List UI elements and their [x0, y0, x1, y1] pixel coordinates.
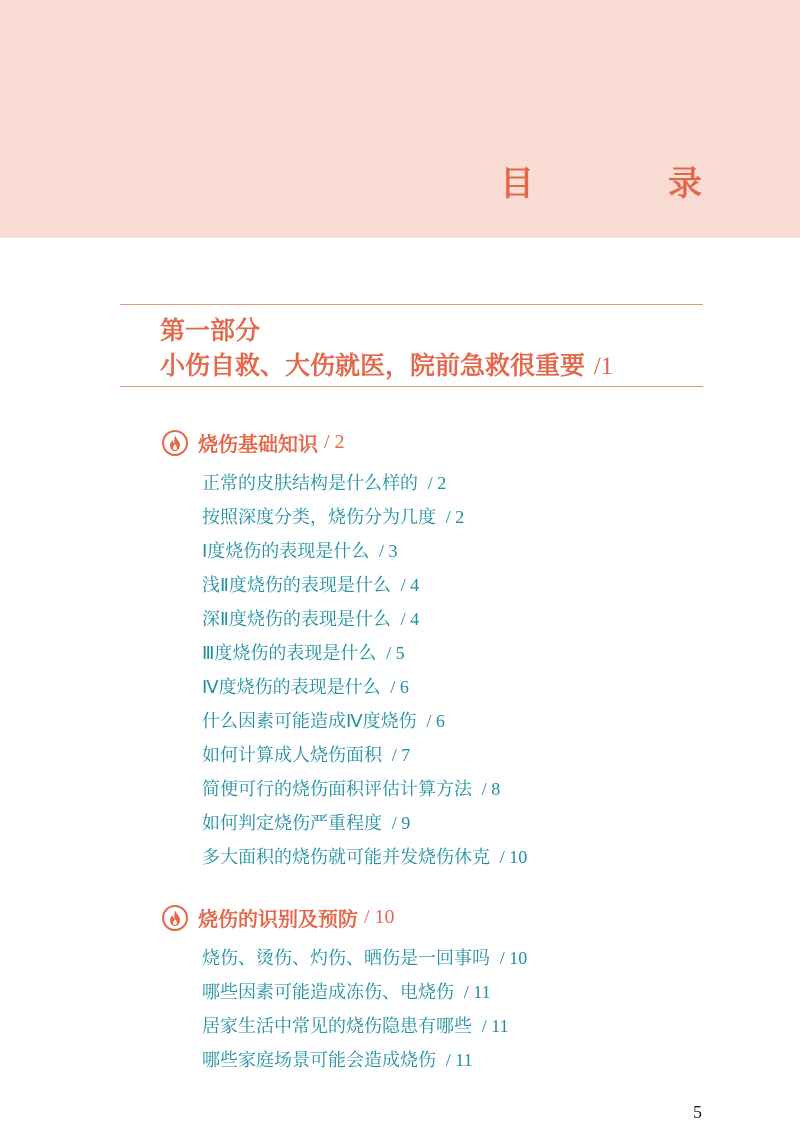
- toc-entry[interactable]: [202, 806, 527, 840]
- toc-entry[interactable]: [202, 975, 527, 1009]
- toc-entry-page: / 11: [445, 1050, 473, 1070]
- flame-icon: [162, 905, 188, 931]
- part-page-number: /1: [593, 353, 614, 380]
- part-rule-top: [120, 304, 703, 305]
- toc-entry-page: / 4: [400, 609, 420, 629]
- section-page-number: / 2: [324, 431, 345, 453]
- toc-entry[interactable]: [202, 670, 527, 704]
- toc-entry[interactable]: [202, 568, 527, 602]
- toc-entry-title: 哪些因素可能造成冻伤、电烧伤: [202, 982, 454, 1003]
- toc-entry-page: / 2: [427, 473, 447, 493]
- toc-entry-list: [202, 466, 527, 874]
- toc-entry[interactable]: [202, 738, 527, 772]
- toc-entry-page: / 7: [391, 745, 411, 765]
- toc-entry[interactable]: [202, 466, 527, 500]
- toc-entry-title: 什么因素可能造成Ⅳ度烧伤: [202, 711, 417, 732]
- toc-entry-page: / 2: [445, 507, 465, 527]
- toc-entry-title: Ⅳ度烧伤的表现是什么: [202, 677, 381, 698]
- section-title: 烧伤基础知识: [198, 432, 318, 456]
- page-number: 5: [693, 1102, 702, 1122]
- toc-entry-title: 深Ⅱ度烧伤的表现是什么: [202, 609, 391, 630]
- toc-entry[interactable]: [202, 602, 527, 636]
- section-title: 烧伤的识别及预防: [198, 907, 358, 931]
- toc-entry-page: / 10: [499, 847, 528, 867]
- toc-entry[interactable]: [202, 704, 527, 738]
- toc-entry-title: 多大面积的烧伤就可能并发烧伤休克: [202, 847, 490, 868]
- part-label: 第一部分: [160, 316, 261, 345]
- toc-entry-title: 正常的皮肤结构是什么样的: [202, 473, 418, 494]
- toc-entry-title: 烧伤、烫伤、灼伤、晒伤是一回事吗: [202, 948, 490, 969]
- toc-entry-title: 如何判定烧伤严重程度: [202, 813, 382, 834]
- toc-entry-title: 按照深度分类，烧伤分为几度: [202, 507, 436, 528]
- page-title: 目 录: [500, 164, 752, 204]
- part-subtitle: 小伤自救、大伤就医，院前急救很重要: [160, 351, 586, 380]
- part-subtitle-line: [160, 348, 613, 385]
- section-heading-burn-basics[interactable]: [162, 428, 345, 457]
- toc-entry-page: / 11: [463, 982, 491, 1002]
- toc-entry-page: / 11: [481, 1016, 509, 1036]
- toc-entry-title: 浅Ⅱ度烧伤的表现是什么: [202, 575, 391, 596]
- toc-entry[interactable]: [202, 941, 527, 975]
- toc-entry-page: / 5: [386, 643, 405, 663]
- toc-entry-list: [202, 941, 527, 1077]
- toc-entry-page: / 9: [391, 813, 411, 833]
- toc-entry-title: 哪些家庭场景可能会造成烧伤: [202, 1050, 436, 1071]
- section-heading-burn-prevention[interactable]: [162, 903, 395, 932]
- toc-entry-title: Ⅰ度烧伤的表现是什么: [202, 541, 370, 562]
- flame-icon: [162, 430, 188, 456]
- toc-entry-page: / 6: [390, 677, 409, 697]
- toc-entry[interactable]: [202, 534, 527, 568]
- toc-entry-title: 简便可行的烧伤面积评估计算方法: [202, 779, 472, 800]
- part-rule-bottom: [120, 386, 703, 387]
- toc-entry-page: / 6: [426, 711, 445, 731]
- toc-entry-title: 居家生活中常见的烧伤隐患有哪些: [202, 1016, 472, 1037]
- part-heading[interactable]: [160, 314, 613, 385]
- toc-entry-title: Ⅲ度烧伤的表现是什么: [202, 643, 377, 664]
- toc-entry[interactable]: [202, 840, 527, 874]
- toc-entry[interactable]: [202, 636, 527, 670]
- toc-entry[interactable]: [202, 1043, 527, 1077]
- section-page-number: / 10: [364, 906, 395, 928]
- toc-entry[interactable]: [202, 500, 527, 534]
- toc-entry-title: 如何计算成人烧伤面积: [202, 745, 382, 766]
- toc-entry-page: / 10: [499, 948, 528, 968]
- toc-entry[interactable]: [202, 1009, 527, 1043]
- toc-entry-page: / 4: [400, 575, 420, 595]
- toc-entry-page: / 3: [379, 541, 398, 561]
- toc-entry-page: / 8: [481, 779, 501, 799]
- toc-entry[interactable]: [202, 772, 527, 806]
